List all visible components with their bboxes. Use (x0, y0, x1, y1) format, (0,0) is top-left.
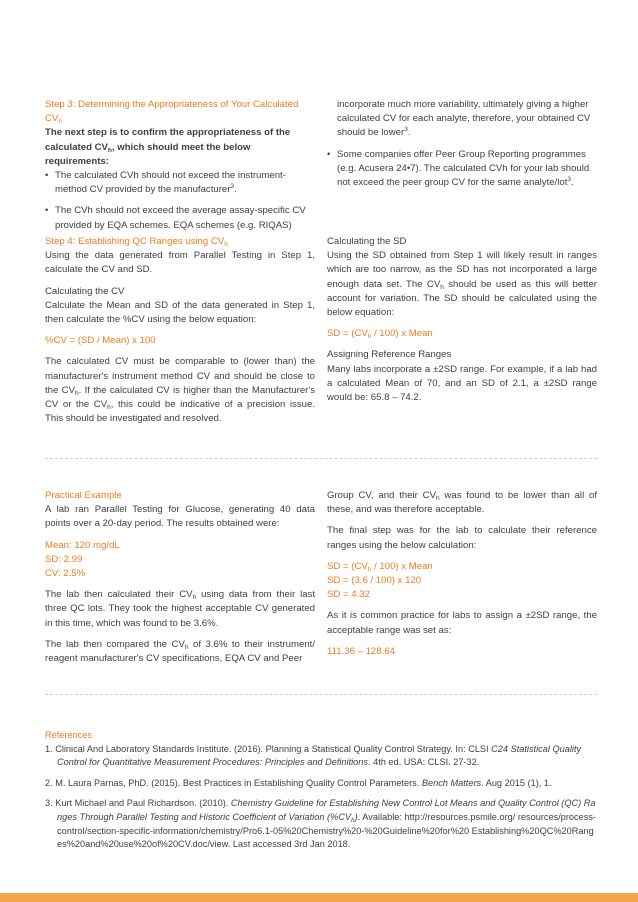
step4-left-column (45, 235, 315, 426)
example-heading: Practical Example (45, 490, 122, 501)
section-divider (45, 458, 597, 459)
reference-3: 3. Kurt Michael and Paul Richardson. (2010). Chemistry Guideline for Establishing New Control Lot Means and Quality Control (QC) Ranges Through Parallel Testing and Historic Coefficient of Variation $(\%CV_h)$. Available: http://resources.psmile.org/ resources/process-control/section-specific-information/chemistry/Pro6.1-05%20Chemistry%20-%20Guideline%20for%20 Establishing%20QC%20Ranges%20and%20use%20of%20CV.doc/view. Last accessed 3rd Jan 2018. (45, 798, 596, 850)
step3-heading: Step 3: Determining the Appropriateness of Your Calculated $CV_h$ (45, 99, 299, 126)
assign-ranges-text: Many labs incorporate a ±2SD range. For example, if a lab had a calculated Mean of 70, and an SD of 2.1, a ±2SD range would be: 65.8 – 74.2. (327, 363, 597, 404)
sd-equation: SD = $(CV_h / 100)$ x Mean (327, 328, 433, 341)
example-intro: A lab ran Parallel Testing for Glucose, generating 40 data points over a 20-day period. The results obtained were: (45, 504, 315, 530)
reference-2: 2. M. Laura Parnas, PhD. (2015). Best Practices in Establishing Quality Control Parameters. Bench Matters. Aug 2015 (1), 1. (45, 777, 552, 788)
list-item: • The CVh should not exceed the average assay-specific CV provided by EQA schemes. EQA schemes (e.g. RIQAS) (45, 205, 306, 231)
example-sd: SD: 2.99 (45, 553, 83, 565)
calc-cv-heading: Calculating the CV (45, 285, 125, 297)
step4-intro: Using the data generated from Parallel Testing in Step 1, calculate the CV and SD. (45, 250, 315, 276)
example-equation-2: SD = (3.6 / 100) x 120 (327, 575, 422, 587)
calc-sd-text: Using the SD obtained from Step 1 will likely result in ranges which are too narrow, as the SD has not incorporated a large enough data set. The $CV_h$ should be used as this will better account for variation. The SD should be calculated using the below equation: (327, 250, 597, 319)
references-heading: References (45, 730, 92, 740)
example-cv: CV: 2.5% (45, 568, 86, 580)
calc-cv-text: Calculate the Mean and SD of the data generated in Step 1, then calculate the %CV using the below equation: (45, 299, 315, 326)
cv-compare-text: The calculated CV must be comparable to (lower than) the manufacturer's instrument method CV and should be close to the $CV_h$. If the calculated CV is higher than the Manufacturer's CV or the $CV_h$, this could be indicative of a precision issue. This should be investigated and resolved. (45, 356, 315, 425)
step3-bullet-list-2 (327, 148, 597, 191)
example-mean: Mean: 120 mg/dL (45, 539, 120, 551)
example-paragraph-3: Group CV, and their $CV_h$ was found to be lower than all of these, and was therefore acceptable. (327, 490, 598, 516)
example-right-column (327, 489, 597, 659)
example-left-column (45, 489, 315, 666)
footer-bar (0, 893, 638, 902)
section-divider (45, 694, 597, 695)
step3-intro: The next step is to confirm the appropriateness of the calculated $CV_h$, which should meet the below requirements: (45, 127, 291, 167)
example-paragraph-4: The final step was for the lab to calculate their reference ranges using the below calculation: (327, 525, 597, 551)
calc-sd-heading: Calculating the SD (327, 236, 407, 247)
references-section (45, 729, 597, 852)
step3-right-column (327, 98, 597, 190)
assign-ranges-heading: Assigning Reference Ranges (327, 349, 452, 361)
step3-left-column (45, 98, 315, 233)
list-item: • Some companies offer Peer Group Reporting programmes (e.g. Acusera 24•7). The calculated CVh for your lab should not exceed the peer group CV for the same analyte/lot$^3$. (327, 148, 590, 189)
step3-continuation: incorporate much more variability, ultimately giving a higher calculated CV for each analyte, therefore, your obtained CV should be lower$^3$. (337, 99, 591, 139)
example-range: 111.36 – 128.64 (327, 645, 395, 657)
step4-heading: Step 4: Establishing QC Ranges using $CV_h$ (45, 236, 228, 248)
list-item: • The calculated CVh should not exceed the instrument-method CV provided by the manufacturer$^3$. (45, 170, 286, 196)
step4-right-column (327, 235, 597, 405)
example-equation-1: SD = $(CV_h / 100)$ x Mean (327, 560, 433, 573)
step3-bullet-list (45, 169, 315, 233)
example-paragraph-2: The lab then compared the $CV_h$ of 3.6% to their instrument/ reagent manufacturer's CV specifications, EQA CV and Peer (45, 638, 315, 665)
example-paragraph-5: As it is common practice for labs to assign a ±2SD range, the acceptable range was set as: (327, 610, 597, 636)
cv-equation: %CV = (SD / Mean) x 100 (45, 335, 156, 347)
reference-1: 1. Clinical And Laboratory Standards Institute. (2016). Planning a Statistical Quality Control Strategy. In: CLSI C24 Statistical Quality Control for Quantitative Measurement Procedures: Principles and Definitions. 4th ed. USA: CLSI. 27-32. (45, 743, 582, 768)
example-paragraph-1: The lab then calculated their $CV_h$ using data from their last three QC lots. They took the highest acceptable CV generated in this time, which was found to be 3.6%. (45, 589, 315, 629)
example-equation-3: SD = 4.32 (327, 589, 370, 601)
